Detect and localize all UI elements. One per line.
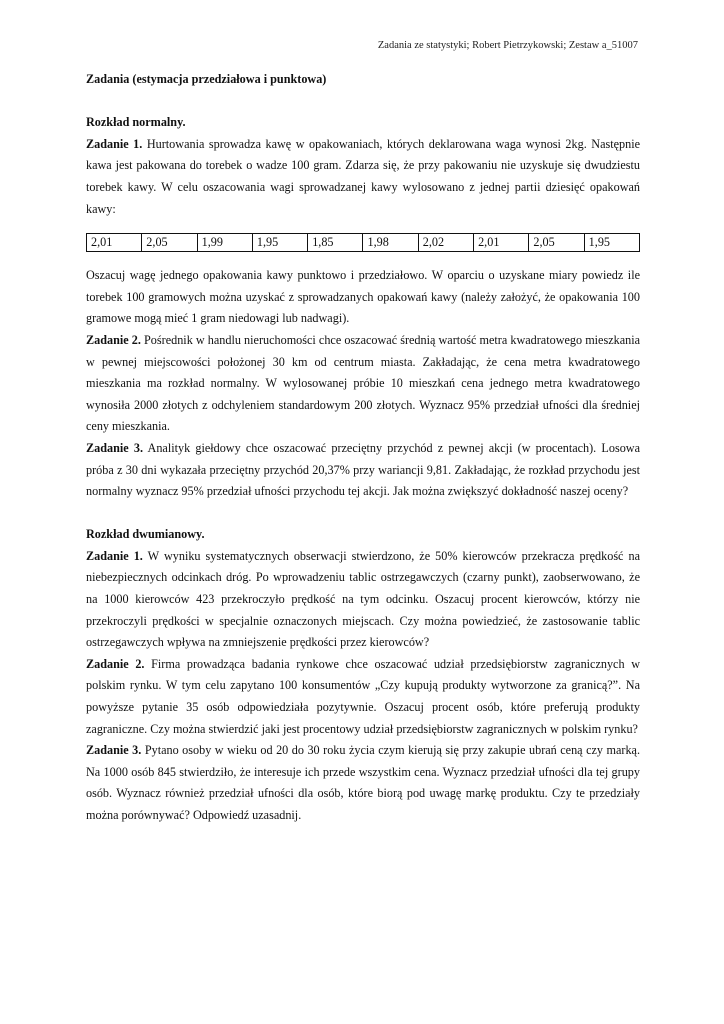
task-text: Firma prowadząca badania rynkowe chce oszacować udział przedsiębiorstw zagranicznych w polskim rynku. W tym celu zapytano 100 konsumentów „Czy kupują produkty wytworzone za granicą?”. Na powyższe pytanie 35 osób odpowiedziała pozytywnie. Oszacuj procent osób, które preferują produkty zagraniczne. Czy można stwierdzić jaki jest procentowy udział przedsiębiorstw zagranicznych w polskim rynku? — [86, 656, 641, 736]
table-cell: 2,05 — [529, 234, 584, 252]
section-title-binomial: Rozkład dwumianowy. — [86, 527, 205, 542]
task-text: Pytano osoby w wieku od 20 do 30 roku życia czym kierują się przy zakupie ubrań ceną czy marką. Na 1000 osób 845 stwierdziło, że interesuje ich przede wszystkim cena. Wyznacz przedział ufności dla tej grupy osób. Wyznacz również przedział ufności dla osób, które biorą pod uwagę markę produktu. Czy te przedziały można porównywać? Odpowiedź uzasadnij. — [86, 743, 640, 822]
table-cell: 1,95 — [584, 234, 639, 252]
task-label: Zadanie 3. — [86, 440, 143, 455]
task-label: Zadanie 2. — [86, 332, 141, 347]
table-cell: 1,98 — [363, 234, 418, 252]
table-cell: 2,05 — [142, 234, 197, 252]
task-normal-3 — [86, 438, 640, 503]
table-cell: 2,02 — [418, 234, 473, 252]
task-normal-1-question: Oszacuj wagę jednego opakowania kawy punktowo i przedziałowo. W oparciu o uzyskane miary powiedz ile torebek 100 gramowych można uzyskać z sprowadzanych opakowań kawy (należy założyć, że opakowania 100 gramowe mogą mieć 1 gram niedowagi lub nadwagi). — [86, 268, 640, 326]
table-cell: 1,99 — [197, 234, 252, 252]
task-label: Zadanie 2. — [86, 656, 145, 671]
document-content — [86, 69, 640, 827]
coffee-weights-table — [86, 233, 640, 252]
task-binomial-2 — [86, 654, 640, 740]
table-cell: 1,85 — [308, 234, 363, 252]
table-cell: 2,01 — [474, 234, 529, 252]
task-binomial-3 — [86, 740, 640, 826]
task-normal-2 — [86, 330, 640, 438]
table-cell: 2,01 — [87, 234, 142, 252]
task-text: Pośrednik w handlu nieruchomości chce oszacować średnią wartość metra kwadratowego mieszkania w pewnej miejscowości położonej 30 km od centrum miasta. Zakładając, że cena metra kwadratowego mieszkania ma rozkład normalny. W wylosowanej próbie 10 mieszkań cena jednego metra kwadratowego wynosiła 2000 złotych z odchyleniem standardowym 200 złotych. Wyznacz 95% przedział ufności dla średniej ceny mieszkania. — [86, 332, 641, 434]
table-cell: 1,95 — [252, 234, 307, 252]
section-title-normal: Rozkład normalny. — [86, 115, 186, 130]
table-row — [87, 234, 640, 252]
task-text: Hurtowania sprowadza kawę w opakowaniach, których deklarowana waga wynosi 2kg. Następnie kawa jest pakowana do torebek o wadze 100 gram. Zdarza się, że przy pakowaniu nie uzyskuje się dwudziestu torebek kawy. W celu oszacowania wagi sprowadzanej kawy wylosowano z jednej partii dziesięć opakowań kawy: — [86, 136, 641, 216]
page-header: Zadania ze statystyki; Robert Pietrzykowski; Zestaw a_51007 — [377, 40, 638, 51]
task-label: Zadanie 1. — [86, 136, 143, 151]
task-text: W wyniku systematycznych obserwacji stwierdzono, że 50% kierowców przekracza prędkość na niebezpiecznych odcinkach dróg. Po wprowadzeniu tablic ostrzegawczych (czarny punkt), zaobserwowano, że na 1000 kierowców 423 przekroczyło prędkość na tym odcinku. Oszacuj procent kierowców, którzy nie przekroczyli prędkości w specjalnie oznaczonych miejscach. Czy można powiedzieć, że zastosowanie tablic ostrzegawczych wpływa na zmniejszenie prędkości przez kierowców? — [86, 548, 641, 650]
task-binomial-1 — [86, 546, 640, 654]
task-text: Analityk giełdowy chce oszacować przeciętny przychód z pewnej akcji (w procentach). Losowa próba z 30 dni wykazała przeciętny przychód 20,37% przy wariancji 9,81. Zakładając, że rozkład przychodu jest normalny wyznacz 95% przedział ufności przychodu tej akcji. Jak można zwiększyć dokładność naszej oceny? — [86, 440, 640, 499]
task-label: Zadanie 1. — [86, 548, 143, 563]
task-label: Zadanie 3. — [86, 743, 142, 758]
task-normal-1 — [86, 134, 640, 220]
document-title: Zadania (estymacja przedziałowa i punktowa) — [86, 72, 327, 86]
